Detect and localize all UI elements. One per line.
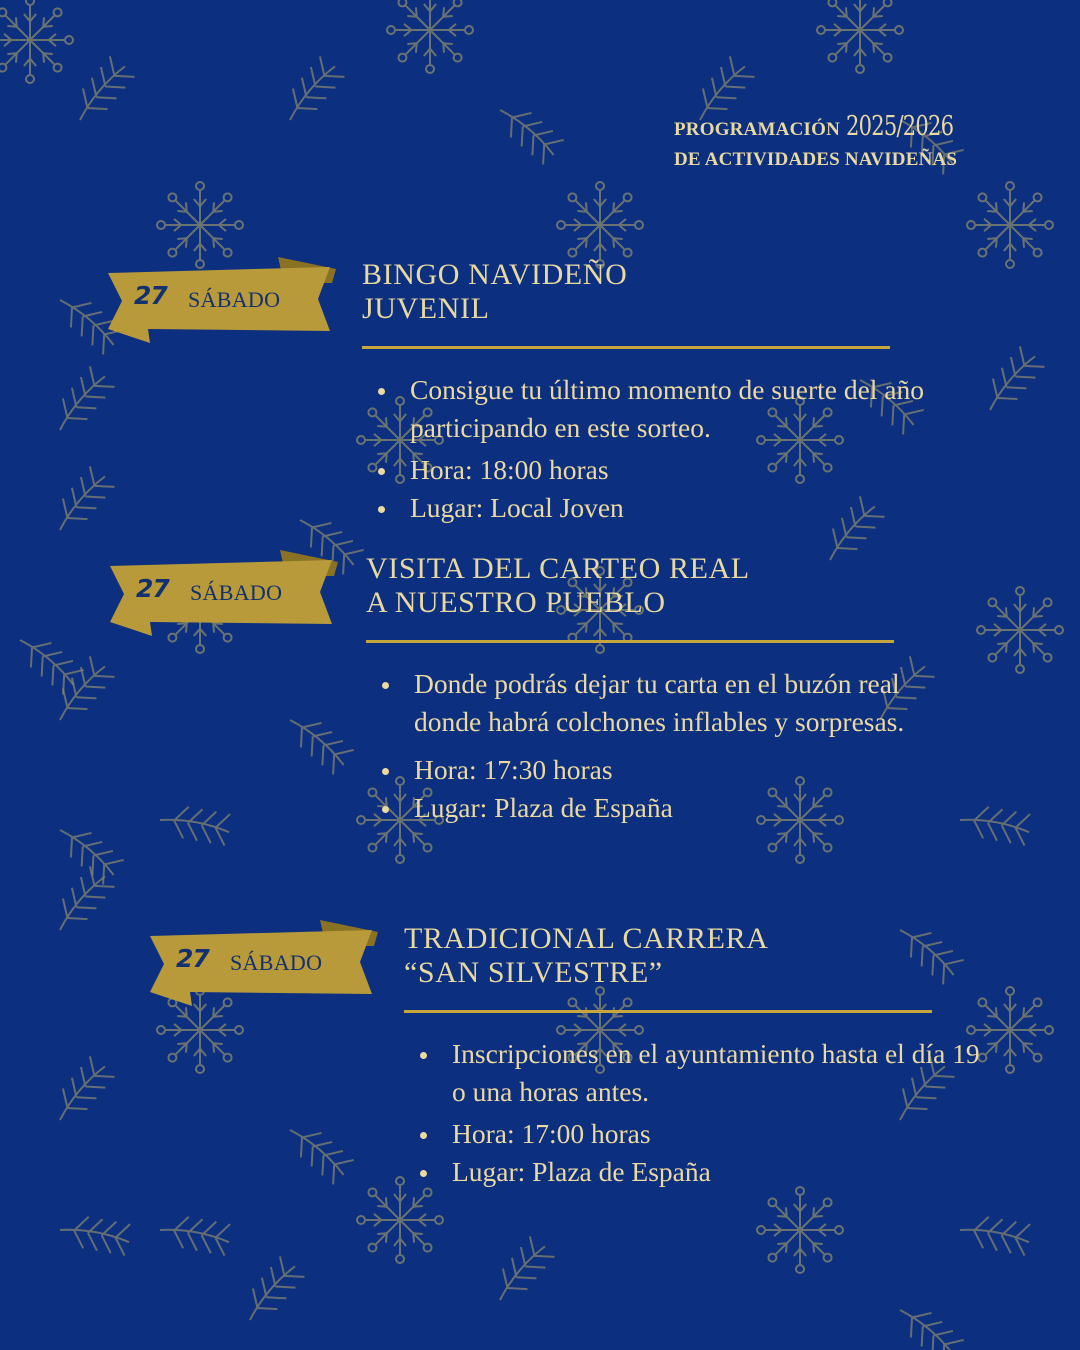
event-location: Lugar: Plaza de España	[366, 789, 946, 827]
snowflake-icon	[557, 182, 643, 268]
branch-icon	[281, 1116, 355, 1186]
event-card-2	[366, 552, 946, 827]
divider	[366, 640, 894, 643]
event-day-number: 27	[136, 574, 169, 603]
branch-icon	[486, 1235, 556, 1309]
branch-icon	[51, 816, 125, 886]
branch-icon	[46, 865, 116, 939]
event-weekday: SÁBADO	[190, 580, 283, 605]
event-description: Consigue tu último momento de suerte del año participando en este sorteo.	[362, 371, 942, 447]
branch-icon	[66, 55, 136, 129]
header-year: 2025/2026	[846, 111, 954, 142]
branch-icon	[158, 802, 232, 846]
branch-icon	[46, 1055, 116, 1129]
branch-icon	[276, 55, 346, 129]
event-day-number: 27	[134, 281, 167, 310]
branch-icon	[958, 802, 1032, 846]
event-details-list	[404, 1035, 984, 1191]
event-title: BINGO NAVIDEÑO JUVENIL	[362, 258, 628, 325]
divider	[362, 346, 890, 349]
header-title: PROGRAMACIÓN	[674, 119, 840, 140]
program-header	[674, 112, 994, 175]
event-title: VISITA DEL CARTEO REAL A NUESTRO PUEBLO	[366, 552, 750, 619]
event-card-1	[362, 258, 942, 527]
branch-icon	[158, 1212, 232, 1256]
branch-icon	[891, 1296, 965, 1350]
snowflake-icon	[967, 182, 1053, 268]
event-description: Donde podrás dejar tu carta en el buzón real donde habrá colchones inflables y sorpresas.	[366, 665, 946, 741]
date-ribbon-3	[150, 918, 380, 1010]
header-subtitle: DE ACTIVIDADES NAVIDEÑAS	[674, 149, 958, 170]
snowflake-icon	[0, 0, 73, 83]
event-location: Lugar: Plaza de España	[404, 1153, 984, 1191]
header-line-1	[674, 112, 994, 145]
branch-icon	[46, 365, 116, 439]
branch-icon	[236, 1255, 306, 1329]
snowflake-icon	[387, 0, 473, 73]
event-location: Lugar: Local Joven	[362, 489, 942, 527]
event-time: Hora: 17:00 horas	[404, 1115, 984, 1153]
event-weekday: SÁBADO	[188, 287, 281, 312]
event-time: Hora: 17:30 horas	[366, 751, 946, 789]
branch-icon	[58, 1212, 132, 1256]
date-ribbon-1	[108, 255, 338, 347]
event-day-number: 27	[176, 944, 209, 973]
event-details-list	[362, 371, 942, 527]
event-time: Hora: 18:00 horas	[362, 451, 942, 489]
date-ribbon-2	[110, 548, 340, 640]
divider	[404, 1010, 932, 1013]
snowflake-icon	[817, 0, 903, 73]
branch-icon	[281, 706, 355, 776]
branch-icon	[958, 1212, 1032, 1256]
branch-icon	[491, 96, 565, 166]
event-weekday: SÁBADO	[230, 950, 323, 975]
event-details-list	[366, 665, 946, 827]
snowflake-icon	[757, 1187, 843, 1273]
event-description: Inscripciones en el ayuntamiento hasta el día 19 o una horas antes.	[404, 1035, 984, 1111]
branch-icon	[976, 345, 1046, 419]
snowflake-icon	[977, 587, 1063, 673]
branch-icon	[46, 465, 116, 539]
event-title: TRADICIONAL CARRERA “SAN SILVESTRE”	[404, 922, 769, 989]
event-card-3	[404, 922, 984, 1191]
